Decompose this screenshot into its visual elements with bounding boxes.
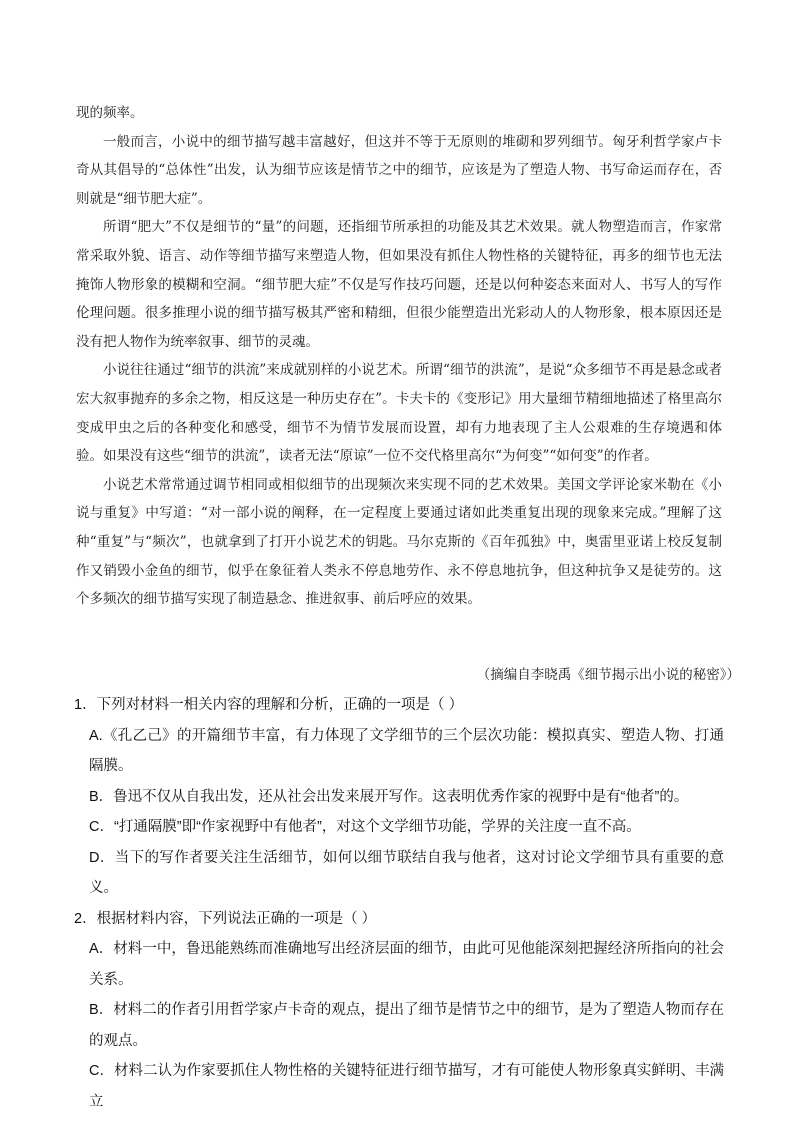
question-option-a: A．材料一中，鲁迅能熟练而准确地写出经济层面的细节，由此可见他能深刻把握经济所指向的社会关系。 [89,941,724,988]
question-option-a: A.《孔乙己》的开篇细节丰富，有力体现了文学细节的三个层次功能：模拟真实、塑造人物、打通隔膜。 [89,727,724,774]
passage-paragraph: 所谓“肥大”不仅是细节的“量”的问题，还指细节所承担的功能及其艺术效果。就人物塑造而言，作家常常采取外貌、语言、动作等细节描写来塑造人物，但如果没有抓住人物性格的关键特征，再多的细节也无法掩饰人物形象的模糊和空洞。“细节肥大症”不仅是写作技巧问题，还是以何种姿态来面对人、书写人的写作伦理问题。很多推理小说的细节描写极其严密和精细，但很少能塑造出光彩动人的人物形象，根本原因还是没有把人物作为统率叙事、细节的灵魂。 [76,219,722,350]
question-option-d: D．当下的写作者要关注生活细节，如何以细节联结自我与他者，这对讨论文学细节具有重要的意义。 [89,849,724,896]
question-1 [74,690,724,904]
question-option-c: C．材料二认为作家要抓住人物性格的关键特征进行细节描写，才有可能使人物形象真实鲜明、丰满立 [89,1063,724,1110]
question-option-c: C．“打通隔膜”即“作家视野中有他者”，对这个文学细节功能，学界的关注度一直不高。 [89,819,641,835]
passage [76,99,722,614]
question-2 [74,904,724,1118]
question-option-b: B．材料二的作者引用哲学家卢卡奇的观点，提出了细节是情节之中的细节，是为了塑造人物而存在的观点。 [89,1002,724,1049]
question-list [74,690,724,1117]
passage-paragraph: 现的频率。 [76,105,144,121]
question-option-b: B．鲁迅不仅从自我出发，还从社会出发来展开写作。这表明优秀作家的视野中是有“他者”的。 [89,788,689,805]
passage-paragraph: 小说艺术常常通过调节相同或相似细节的出现频次来实现不同的艺术效果。美国文学评论家米勒在《小说与重复》中写道：“对一部小说的阐释，在一定程度上要通过诸如此类重复出现的现象来完成。”理解了这种“重复”与“频次”，也就拿到了打开小说艺术的钥匙。马尔克斯的《百年孤独》中，奥雷里亚诺上校反复制作又销毁小金鱼的细节，似乎在象征着人类永不停息地劳作、永不停息地抗争，但这种抗争又是徒劳的。这个多频次的细节描写实现了制造悬念、推进叙事、前后呼应的效果。 [76,476,722,608]
question-stem: 1．下列对材料一相关内容的理解和分析，正确的一项是（ ） [74,697,464,713]
passage-source: （摘编自李晓禹《细节揭示出小说的秘密》） [476,667,740,683]
question-stem: 2．根据材料内容，下列说法正确的一项是（ ） [74,910,377,927]
passage-paragraph: 小说往往通过“细节的洪流”来成就别样的小说艺术。所谓“细节的洪流”，是说“众多细节不再是悬念或者宏大叙事抛弃的多余之物，相反这是一种历史存在”。卡夫卡的《变形记》用大量细节精细地描述了格里高尔变成甲虫之后的各种变化和感受，细节不为情节发展而设置，却有力地表现了主人公艰难的生存境遇和体验。如果没有这些“细节的洪流”，读者无法“原谅”一位不交代格里高尔“为何变”“如何变”的作者。 [76,362,722,465]
passage-paragraph: 一般而言，小说中的细节描写越丰富越好，但这并不等于无原则的堆砌和罗列细节。匈牙利哲学家卢卡奇从其倡导的“总体性”出发，认为细节应该是情节之中的细节，应该是为了塑造人物、书写命运而存在，否则就是“细节肥大症”。 [76,133,722,207]
